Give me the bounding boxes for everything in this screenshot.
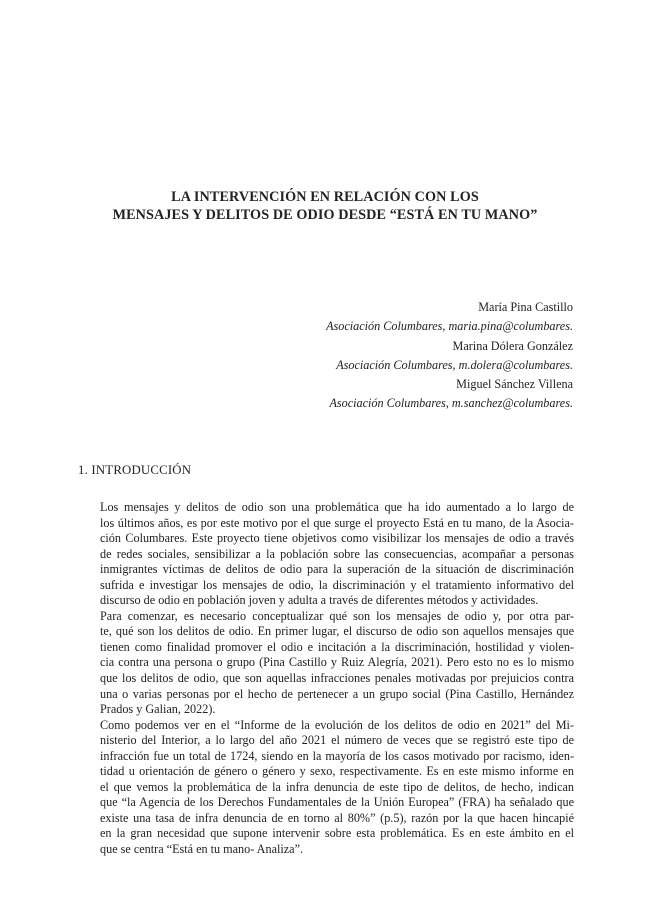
- article-title-line-1: LA INTERVENCIÓN EN RELACIÓN CON LOS: [171, 189, 479, 205]
- text-line: Como podemos ver en el “Informe de la evolución de los delitos de odio en 2021” del Mi-: [100, 717, 574, 732]
- body-text: [78, 500, 574, 858]
- paragraph: [78, 500, 574, 609]
- text-line: discurso de odio en población joven y adulta a través de diferentes métodos y actividades.: [100, 593, 539, 608]
- text-line: los últimos años, es por este motivo por el que surge el proyecto Está en tu mano, de la Asocia-: [100, 515, 574, 530]
- article-title-line-2: MENSAJES Y DELITOS DE ODIO DESDE “ESTÁ EN TU MANO”: [112, 207, 538, 223]
- text-line: de redes sociales, sensibilizar a la población sobre las consecuencias, acompañar a personas: [100, 546, 574, 561]
- text-line: ción Columbares. Este proyecto tiene objetivos como visibilizar los mensajes de odio a través: [100, 531, 574, 546]
- author-name: Marina Dólera González: [452, 338, 573, 353]
- section-heading: 1. INTRODUCCIÓN: [78, 463, 192, 477]
- text-line: infracción fue un total de 1724, siendo en la mayoría de los casos motivado por racismo, iden-: [100, 748, 574, 763]
- paragraph: [78, 718, 574, 858]
- text-line: en la gran necesidad que supone intervenir sobre esta problemática. Es en este ámbito en el: [100, 826, 574, 841]
- text-line: tidad u orientación de género o género y sexo, respectivamente. Es en este mismo informe en: [100, 764, 574, 779]
- text-line: Prados y Galian, 2022).: [100, 702, 216, 717]
- text-line: cia contra una persona o grupo (Pina Castillo y Ruiz Alegría, 2021). Pero esto no es lo mismo: [100, 655, 574, 670]
- text-line: inmigrantes víctimas de delitos de odio para la superación de la situación de discriminación: [100, 562, 574, 577]
- author-name: Miguel Sánchez Villena: [456, 377, 573, 392]
- text-line: que se centra “Está en tu mano- Analiza”.: [100, 842, 304, 857]
- text-line: que “la Agencia de los Derechos Fundamentales de la Unión Europea” (FRA) ha señalado que: [100, 795, 574, 810]
- text-line: existe una tasa de infra denuncia de en torno al 80%” (p.5), razón por la que hacen hincapié: [100, 810, 574, 825]
- text-line: te, qué son los delitos de odio. En primer lugar, el discurso de odio son aquellos mensajes que: [100, 624, 574, 639]
- author-affiliation: Asociación Columbares, m.dolera@columbares.: [336, 357, 573, 372]
- text-line: Para comenzar, es necesario conceptualizar qué son los mensajes de odio y, por otra par-: [100, 608, 574, 623]
- text-line: Los mensajes y delitos de odio son una problemática que ha ido aumentado a lo largo de: [100, 500, 574, 514]
- text-line: que los delitos de odio, que son aquellas infracciones penales motivadas por prejuicios contra: [100, 671, 574, 686]
- author-affiliation: Asociación Columbares, maria.pina@columbares.: [326, 319, 573, 334]
- author-affiliation: Asociación Columbares, m.sanchez@columbares.: [329, 396, 573, 411]
- text-line: el que vemos la problemática de la infra denuncia de este tipo de delitos, de hecho, indican: [100, 779, 574, 794]
- author-name: María Pina Castillo: [478, 300, 573, 314]
- paragraph: [78, 609, 574, 718]
- text-line: una o varias personas por el hecho de pertenecer a un grupo social (Pina Castillo, Hernández: [100, 686, 574, 701]
- text-line: nisterio del Interior, a lo largo del año 2021 el número de veces que se registró este tipo de: [100, 733, 574, 748]
- text-line: sufrida e investigar los mensajes de odio, la discriminación y el tratamiento informativo del: [100, 577, 574, 592]
- text-line: tienen como finalidad promover el odio e incitación a la discriminación, hostilidad y violen-: [100, 639, 574, 654]
- author-block: [173, 298, 573, 414]
- article-title: [0, 188, 650, 224]
